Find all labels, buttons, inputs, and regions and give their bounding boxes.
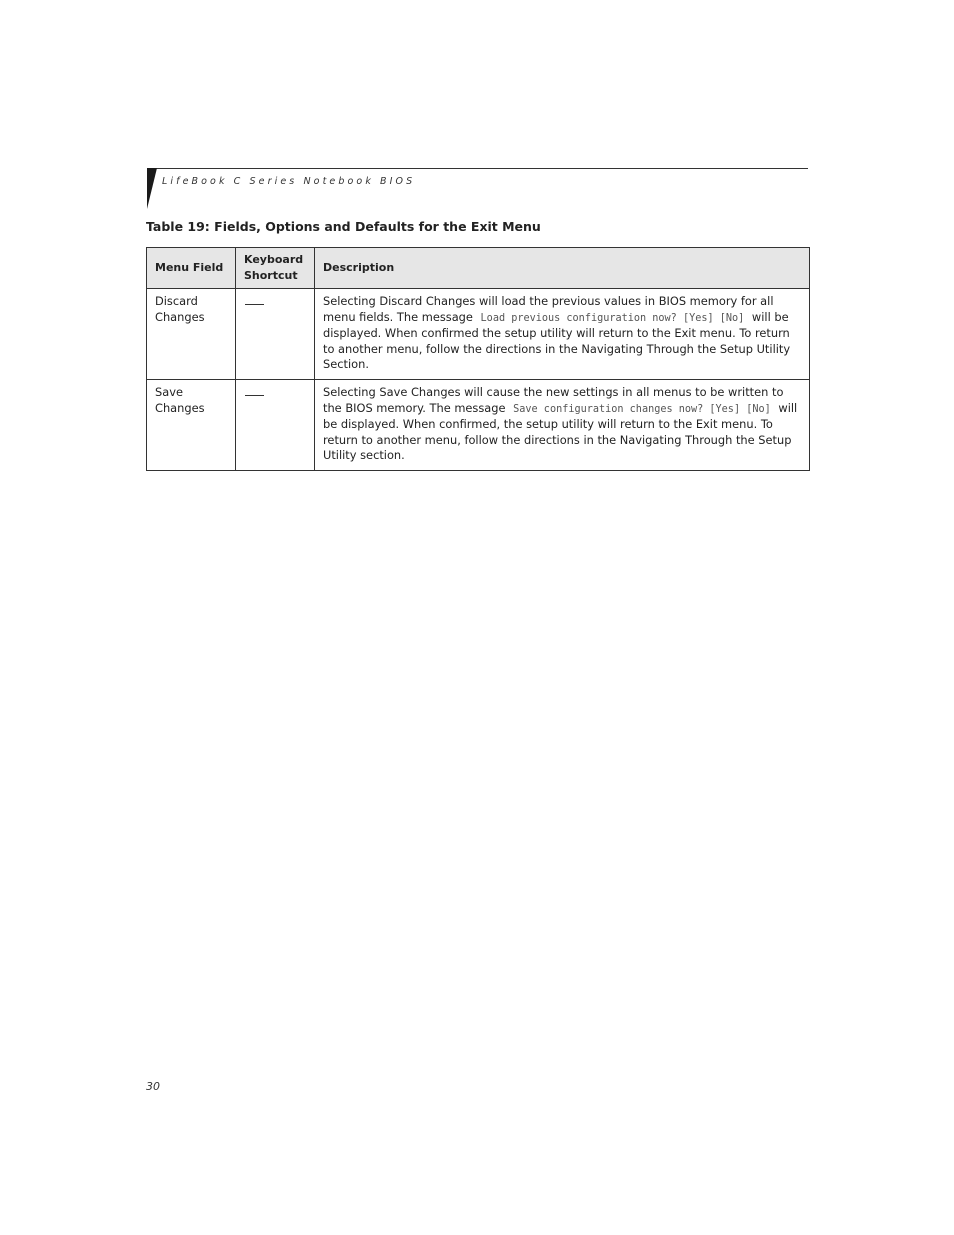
header-rule <box>148 168 808 169</box>
description-text: will be displayed. When confirmed, the setup utility will return to the Exit menu. To return to another menu, follow the directions in the Navigating Through the Setup Utility section. <box>323 400 798 463</box>
menu-field-text: Discard <box>155 294 198 308</box>
menu-field-cell <box>147 289 236 380</box>
description-text: Selecting Discard Changes will load the previous values in BIOS memory for all menu fields. The message <box>323 294 774 324</box>
description-cell <box>315 379 810 470</box>
column-header-description <box>315 248 810 289</box>
column-header-menu-field <box>147 248 236 289</box>
system-message-text: Load previous configuration now? [Yes] [No] <box>480 312 745 324</box>
description-cell <box>315 289 810 380</box>
column-header-label: Description <box>323 261 395 274</box>
table-caption: Table 19: Fields, Options and Defaults for the Exit Menu <box>146 219 541 234</box>
column-header-keyboard-shortcut <box>236 248 315 289</box>
menu-field-cell <box>147 379 236 470</box>
menu-field-text: Save <box>155 384 183 399</box>
column-header-label: Menu Field <box>155 261 224 274</box>
page-number: 30 <box>146 1080 160 1093</box>
menu-field-text: Changes <box>155 309 205 324</box>
running-head: LifeBook C Series Notebook BIOS <box>162 176 416 187</box>
column-header-label: Shortcut <box>244 269 298 282</box>
column-header-label: Keyboard <box>244 253 304 266</box>
shortcut-cell <box>236 379 315 470</box>
menu-field-text: Changes <box>155 400 205 415</box>
shortcut-cell <box>236 289 315 380</box>
description-text: will be displayed. When confirmed the setup utility will return to the Exit menu. To return to another menu, follow the directions in the Navigating Through the Setup Utility Section. <box>323 309 791 372</box>
table-row <box>147 379 810 470</box>
system-message-text: Save configuration changes now? [Yes] [No] <box>513 403 771 415</box>
description-text: Selecting Save Changes will cause the new settings in all menus to be written to the BIOS memory. The message <box>323 384 784 415</box>
table-row <box>147 289 810 380</box>
exit-menu-table <box>146 247 810 471</box>
table-header-row <box>147 248 810 289</box>
em-dash-rule <box>245 395 264 396</box>
em-dash-rule <box>245 304 264 305</box>
header-corner-mark <box>146 168 160 210</box>
